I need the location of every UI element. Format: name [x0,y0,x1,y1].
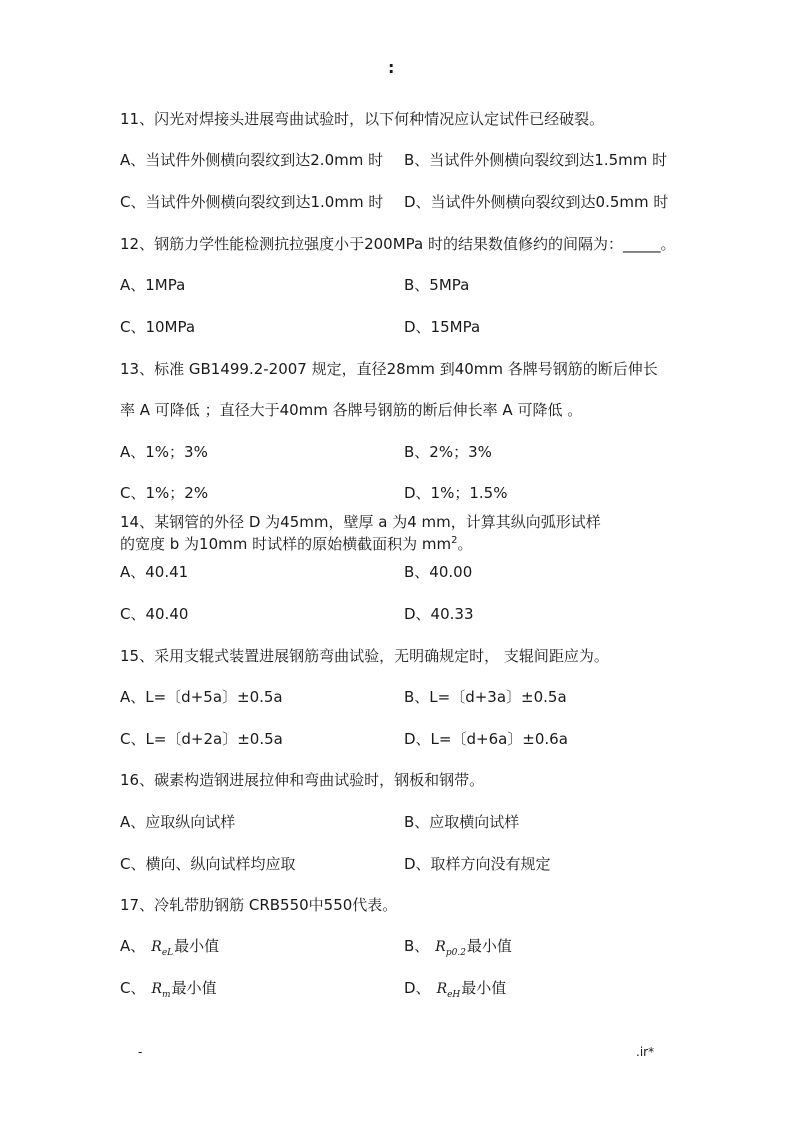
math-symbol-r-eh: $R_{eH}$ [436,981,461,1000]
question-14-stem-line2-text: 的宽度 b 为10mm 时试样的原始横截面积为 mm [120,535,452,553]
question-16-option-c: C、横向、纵向试样均应取 [120,855,296,873]
question-17-option-c [120,979,217,1004]
option-suffix: 最小值 [466,937,512,955]
question-11-option-c: C、当试件外侧横向裂纹到达1.0mm 时 [120,193,384,211]
question-15-option-d: D、L=〔d+6a〕±0.6a [404,730,568,748]
question-11-option-b: B、当试件外侧横向裂纹到达1.5mm 时 [404,151,668,169]
question-11-option-a: A、当试件外侧横向裂纹到达2.0mm 时 [120,151,384,169]
question-13-option-d: D、1%；1.5% [404,484,508,502]
question-14-option-d: D、40.33 [404,605,474,623]
question-14-option-b: B、40.00 [404,563,473,581]
question-13-stem-line1: 13、标准 GB1499.2-2007 规定，直径28mm 到40mm 各牌号钢筋的断后伸长 [120,360,658,378]
option-suffix: 最小值 [171,979,217,997]
question-12-option-d: D、15MPa [404,318,481,336]
question-15-option-a: A、L=〔d+5a〕±0.5a [120,688,283,706]
question-16-option-a: A、应取纵向试样 [120,813,236,831]
footer-left-mark: - [138,1045,143,1059]
option-suffix: 最小值 [174,937,220,955]
option-prefix: D、 [404,979,431,997]
question-14-stem-line2 [120,532,473,553]
question-14-stem-line1: 14、某钢管的外径 D 为45mm，壁厚 a 为4 mm，计算其纵向弧形试样 [120,513,601,531]
option-prefix: A、 [120,937,146,955]
option-prefix: B、 [404,937,430,955]
question-13-option-a: A、1%；3% [120,443,208,461]
question-12-option-a: A、1MPa [120,276,186,294]
question-14-option-a: A、40.41 [120,563,189,581]
question-16-stem: 16、碳素构造钢进展拉伸和弯曲试验时，钢板和钢带。 [120,771,485,789]
question-12-option-c: C、10MPa [120,318,196,336]
question-13-stem-line2: 率 A 可降低 ；直径大于40mm 各牌号钢筋的断后伸长率 A 可降低 。 [120,401,583,419]
question-16-option-d: D、取样方向没有规定 [404,855,551,873]
question-13-option-b: B、2%；3% [404,443,492,461]
option-suffix: 最小值 [461,979,507,997]
math-symbol-r-el: $R_{eL}$ [151,939,174,958]
option-prefix: C、 [120,979,146,997]
math-symbol-r-m: $R_m$ [151,981,171,1000]
header-mark: : [388,58,395,77]
question-11-option-d: D、当试件外侧横向裂纹到达0.5mm 时 [404,193,669,211]
footer-right-mark: .ir* [636,1045,655,1059]
question-14-stem-end: 。 [457,535,473,553]
question-14-option-c: C、40.40 [120,605,189,623]
question-17-stem: 17、冷轧带肋钢筋 CRB550中550代表。 [120,896,398,914]
question-16-option-b: B、应取横向试样 [404,813,520,831]
superscript-2: 2 [451,535,458,546]
question-15-option-c: C、L=〔d+2a〕±0.5a [120,730,283,748]
question-12-stem: 12、钢筋力学性能检测抗拉强度小于200MPa 时的结果数值修约的间隔为：_____。 [120,235,676,253]
question-11-stem: 11、闪光对焊接头进展弯曲试验时，以下何种情况应认定试件已经破裂。 [120,110,605,128]
question-17-option-a [120,937,219,962]
question-17-option-b [404,937,512,962]
question-15-stem: 15、采用支辊式装置进展钢筋弯曲试验，无明确规定时， 支辊间距应为。 [120,647,609,665]
question-12-option-b: B、5MPa [404,276,470,294]
question-13-option-c: C、1%；2% [120,484,209,502]
question-15-option-b: B、L=〔d+3a〕±0.5a [404,688,567,706]
math-symbol-r-p02: $R_{p0.2}$ [435,939,466,958]
question-17-option-d [404,979,506,1004]
